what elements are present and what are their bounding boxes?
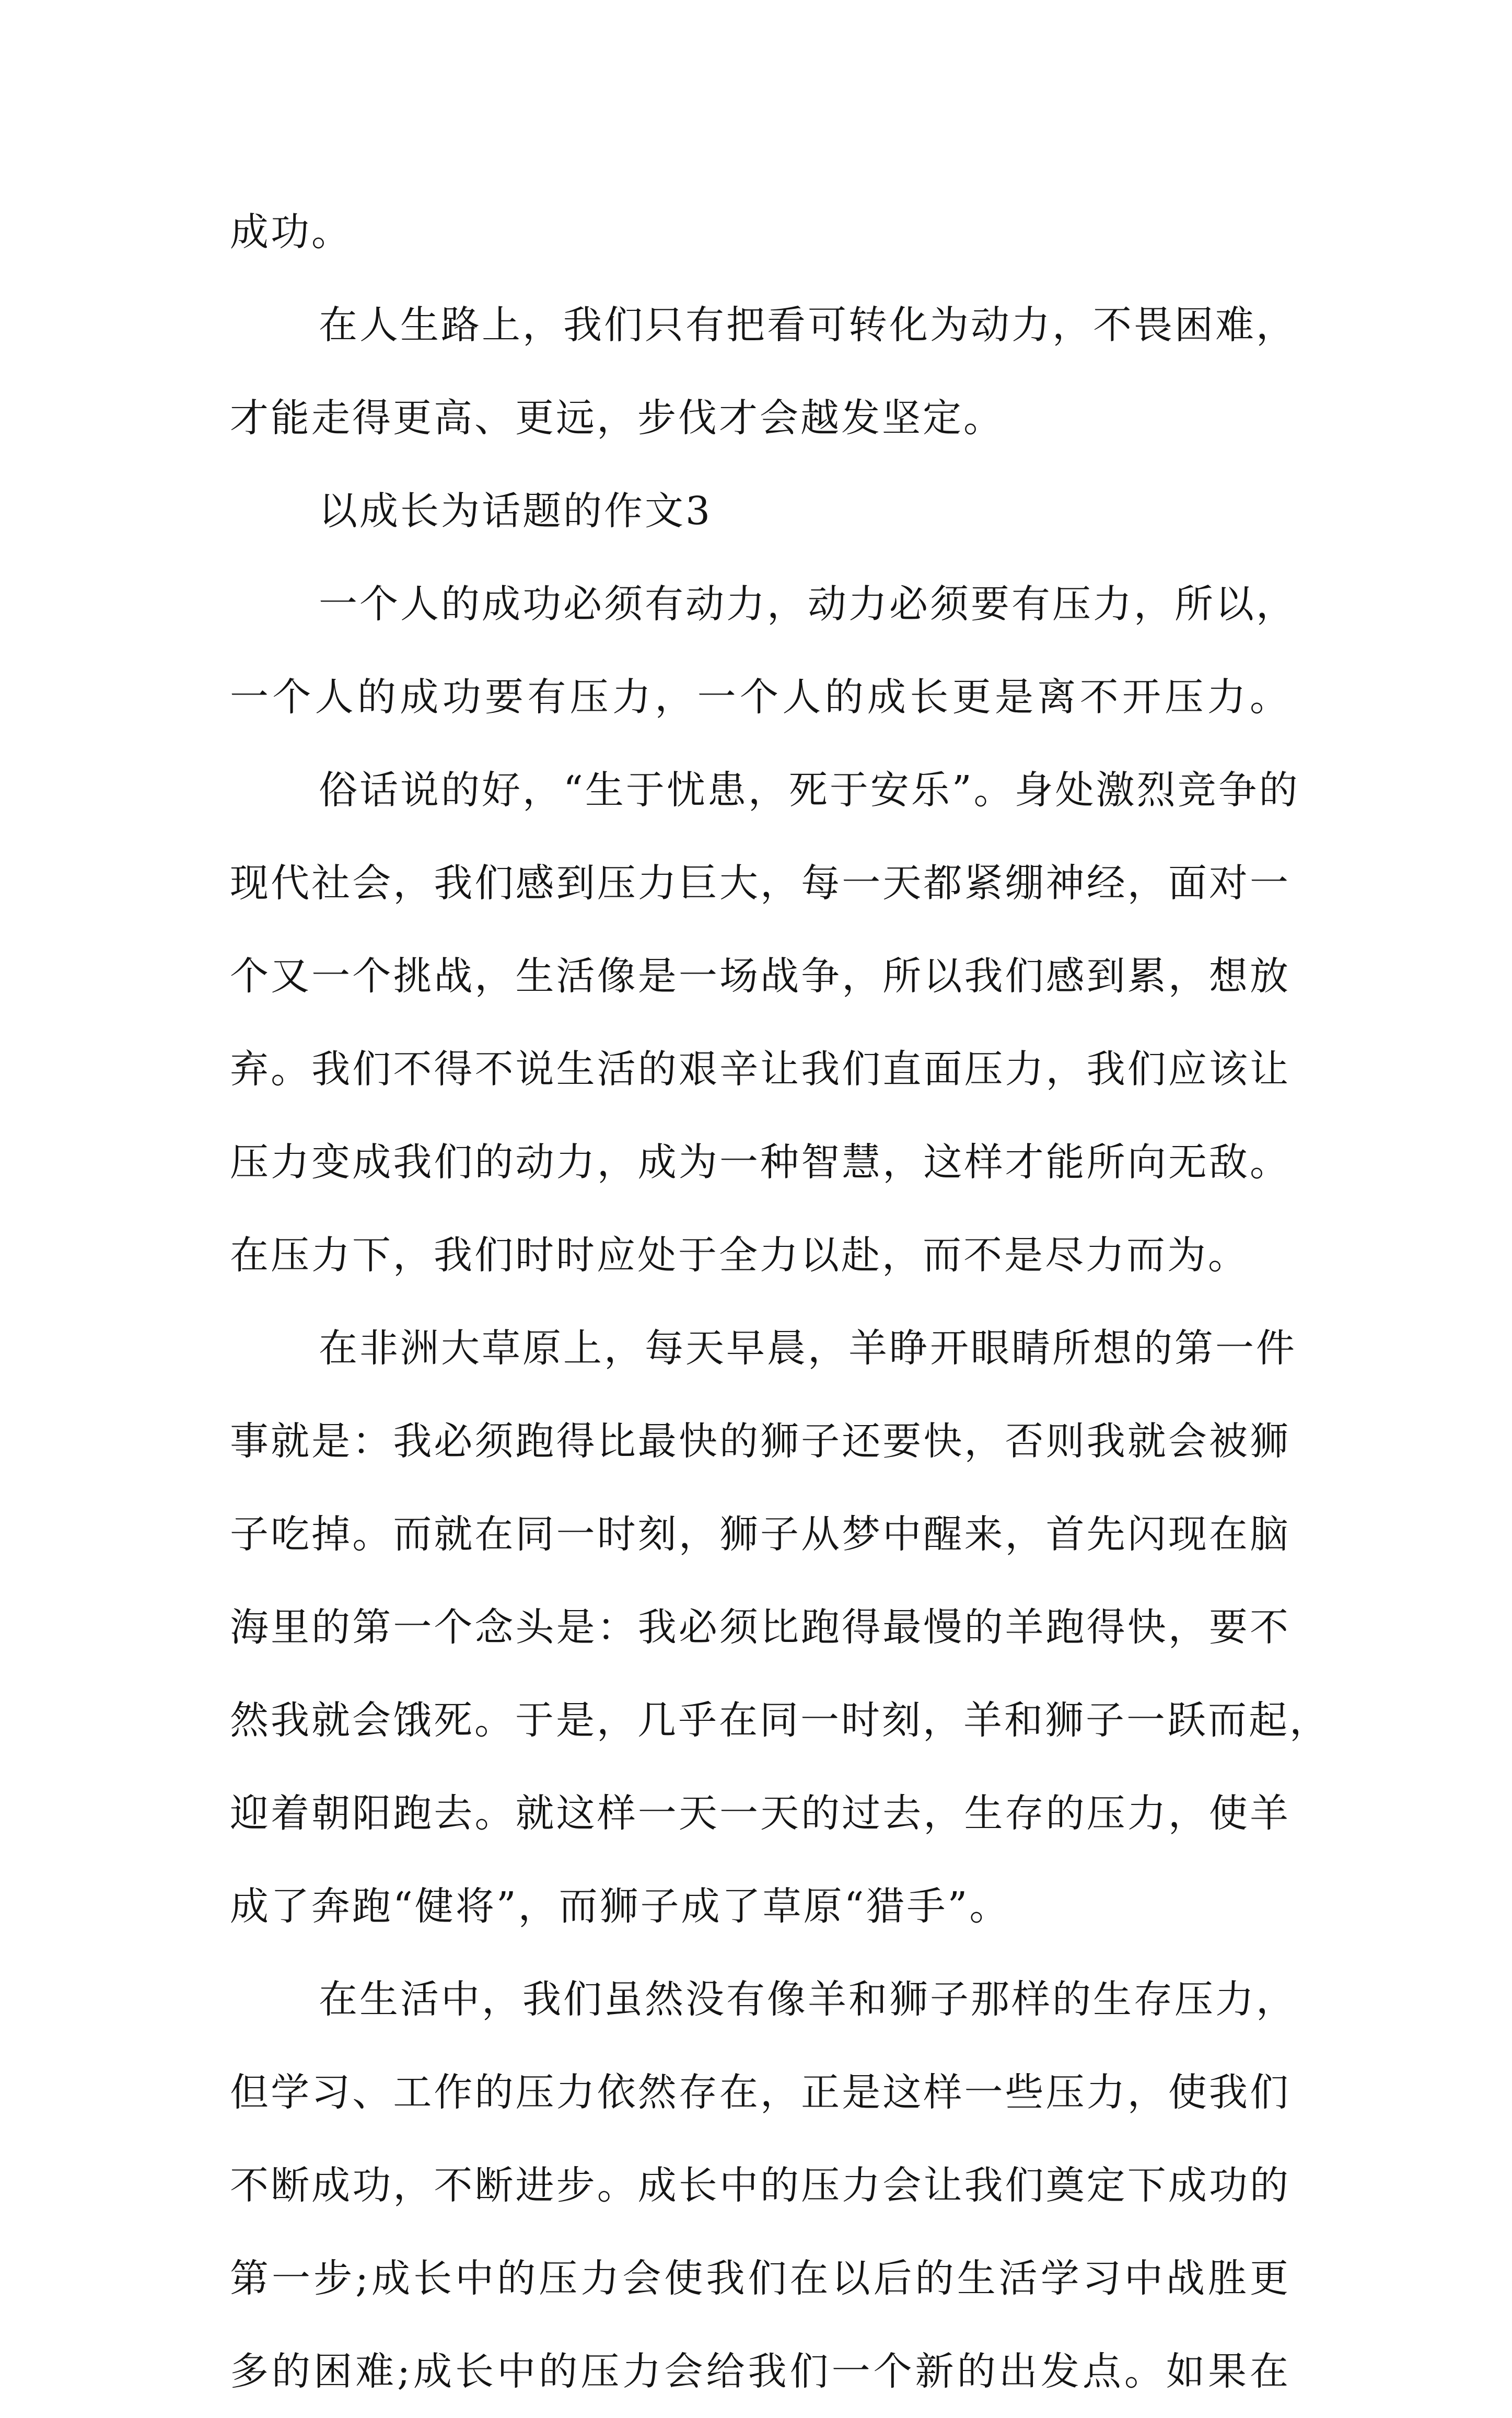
paragraph-line: 海里的第一个念头是：我必须比跑得最慢的羊跑得快，要不 bbox=[230, 1605, 1290, 1650]
paragraph-line: 在非洲大草原上，每天早晨，羊睁开眼睛所想的第一件 bbox=[319, 1326, 1297, 1371]
paragraph-line: 俗话说的好，“生于忧患，死于安乐”。身处激烈竞争的 bbox=[319, 768, 1300, 813]
paragraph-line: 压力变成我们的动力，成为一种智慧，这样才能所向无敌。 bbox=[230, 1140, 1290, 1185]
paragraph-line: 迎着朝阳跑去。就这样一天一天的过去，生存的压力，使羊 bbox=[230, 1791, 1290, 1836]
paragraph-line: 在压力下，我们时时应处于全力以赴，而不是尽力而为。 bbox=[230, 1233, 1249, 1278]
paragraph-line: 成了奔跑“健将”，而狮子成了草原“猎手”。 bbox=[230, 1884, 1010, 1929]
document-body bbox=[230, 186, 1330, 2418]
paragraph-line: 现代社会，我们感到压力巨大，每一天都紧绷神经，面对一 bbox=[230, 861, 1290, 906]
paragraph-line: 然我就会饿死。于是，几乎在同一时刻，羊和狮子一跃而起， bbox=[230, 1698, 1330, 1743]
paragraph-line: 在生活中，我们虽然没有像羊和狮子那样的生存压力， bbox=[319, 1977, 1297, 2022]
paragraph-line: 成功。 bbox=[230, 210, 352, 254]
paragraph-line: 事就是：我必须跑得比最快的狮子还要快，否则我就会被狮 bbox=[230, 1419, 1290, 1464]
paragraph-line: 一个人的成功要有压力，一个人的成长更是离不开压力。 bbox=[230, 675, 1290, 720]
paragraph-line: 弃。我们不得不说生活的艰辛让我们直面压力，我们应该让 bbox=[230, 1047, 1290, 1092]
paragraph-line: 子吃掉。而就在同一时刻，狮子从梦中醒来，首先闪现在脑 bbox=[230, 1512, 1290, 1557]
paragraph-line: 第一步;成长中的压力会使我们在以后的生活学习中战胜更 bbox=[230, 2256, 1290, 2301]
paragraph-line: 但学习、工作的压力依然存在，正是这样一些压力，使我们 bbox=[230, 2070, 1290, 2115]
paragraph-line: 多的困难;成长中的压力会给我们一个新的出发点。如果在 bbox=[230, 2349, 1290, 2394]
paragraph-line: 不断成功，不断进步。成长中的压力会让我们奠定下成功的 bbox=[230, 2163, 1290, 2208]
paragraph-line: 一个人的成功必须有动力，动力必须要有压力，所以， bbox=[319, 582, 1297, 627]
paragraph-line: 在人生路上，我们只有把看可转化为动力，不畏困难， bbox=[319, 303, 1297, 348]
paragraph-line: 才能走得更高、更远，步伐才会越发坚定。 bbox=[230, 396, 1004, 441]
section-heading: 以成长为话题的作文3 bbox=[319, 489, 713, 534]
paragraph-line: 个又一个挑战，生活像是一场战争，所以我们感到累，想放 bbox=[230, 954, 1290, 999]
